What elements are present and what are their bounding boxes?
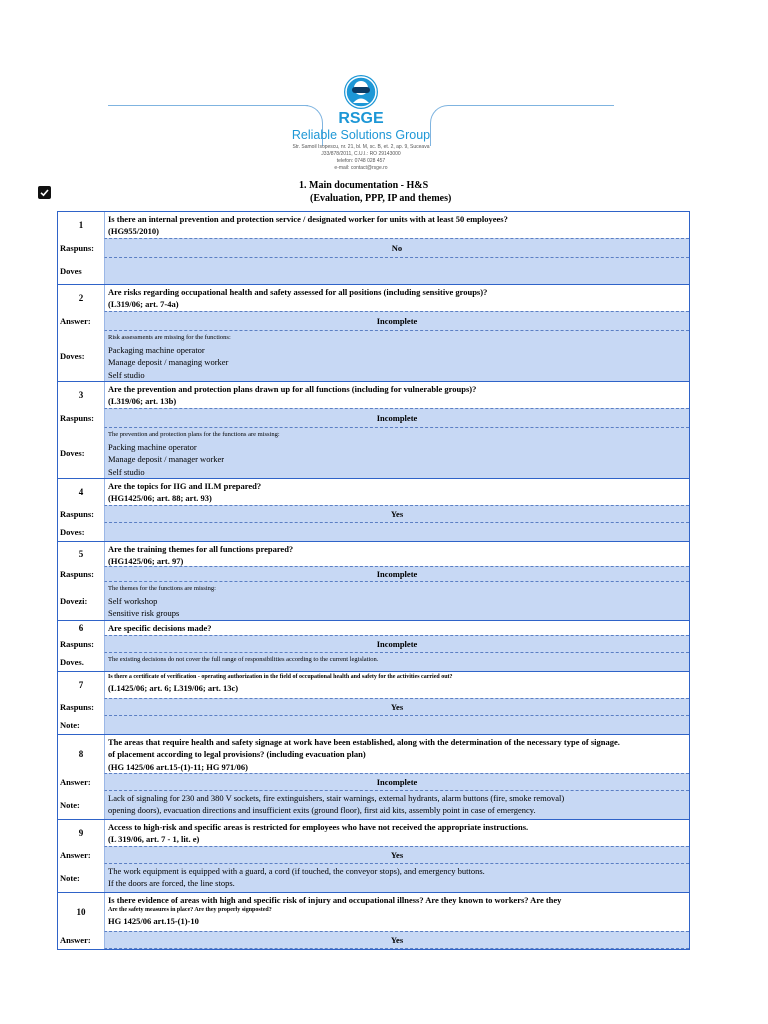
question-text-line: Are the safety measures in place? Are they properly signposted? [108,907,272,914]
answer-value: Incomplete [104,311,689,331]
question-text [104,382,689,408]
question-block [57,892,690,950]
question-text [104,735,689,773]
evidence-text [104,523,689,541]
evidence-line: Self studio [108,369,145,380]
section-checkbox[interactable] [38,186,51,199]
question-block [57,734,690,819]
evidence-line: Manage deposit / managing worker [108,357,229,368]
evidence-line: If the doors are forced, the line stops. [108,878,235,889]
evidence-line: Packing machine operator [108,442,197,452]
answer-label: Answer: [60,777,91,787]
question-text [104,672,689,698]
evidence-line: Self workshop [108,596,158,606]
answer-label: Raspuns: [60,569,95,579]
question-block [57,478,690,541]
question-reference: (L319/06; art. 7-4a) [108,299,179,310]
safety-goggles-logo-icon [344,75,378,109]
answer-value: Yes [104,931,689,949]
checkmark-icon [38,186,51,199]
logo-wordmark: RSGE [338,110,384,127]
evidence-label: Doves: [60,448,85,458]
question-reference: (HG 1425/06 art.15-(1)-11; HG 971/06) [108,761,248,772]
question-text [104,479,689,505]
question-text-line: Are specific decisions made? [108,623,212,633]
evidence-label: Doves [60,266,82,276]
evidence-text [104,791,689,819]
question-block [57,819,690,892]
question-number: 5 [78,549,84,559]
company-email: e-mail: contact@rsge.ro [334,165,388,171]
question-reference: (HG1425/06; art. 97) [108,556,184,567]
evidence-label: Note: [60,873,80,883]
evidence-line: opening doors), evacuation directions and insufficient exits (ground floor), first aid kits, assembly point in case of emergency. [108,805,536,816]
question-number: 2 [78,293,84,303]
company-name: Reliable Solutions Group [291,128,431,142]
question-reference: (L1425/06; art. 6; L319/06; art. 13c) [108,683,239,693]
answer-value: No [104,238,689,258]
evidence-text [104,864,689,892]
evidence-line: Risk assessments are missing for the functions: [108,334,231,341]
company-registration: J33/878/2011, C.U.I.: RO 29143000 [321,151,401,157]
question-text-line: Access to high-risk and specific areas is restricted for employees who have not received the appropriate instructions. [108,822,529,832]
question-number: 8 [78,749,84,759]
evidence-text [104,258,689,284]
answer-value: Incomplete [104,773,689,791]
question-number: 9 [78,828,84,838]
checklist-table [57,211,690,950]
question-reference: (HG955/2010) [108,226,159,237]
question-text-line: of placement according to legal provisions? (including evacuation plan) [108,749,366,760]
evidence-label: Doves: [60,351,85,361]
question-text [104,621,689,635]
question-block [57,671,690,734]
question-reference: (L 319/06, art. 7 - 1, lit. e) [108,834,200,845]
question-reference: (L319/06; art. 13b) [108,396,177,407]
evidence-line: The prevention and protection plans for the functions are missing: [108,431,280,438]
evidence-line: Manage deposit / manager worker [108,454,225,465]
question-block [57,284,690,381]
evidence-line: The work equipment is equipped with a guard, a cord (if touched, the conveyor stops), and emergency buttons. [108,866,485,876]
evidence-label: Doves. [60,657,84,667]
question-block [57,620,690,671]
company-phone: telefon: 0748 028 457 [336,158,386,164]
section-title [230,180,490,206]
question-text-line: Are the training themes for all functions prepared? [108,544,294,554]
evidence-text [104,428,689,478]
question-text-line: Is there evidence of areas with high and specific risk of injury and occupational illness? Are they known to workers? Are they [108,895,562,905]
question-text-line: Is there an internal prevention and protection service / designated worker for units with at least 50 employees? [108,214,508,224]
question-number: 3 [78,390,84,400]
question-text [104,212,689,238]
evidence-line: The existing decisions do not cover the full range of responsibilities according to the current legislation. [108,656,379,663]
answer-value: Incomplete [104,566,689,582]
question-number: 4 [78,487,84,497]
company-address: Str. Samoil Isopescu, nr. 21, bl. M, sc. B, et. 2, ap. 9, Suceava [292,144,430,150]
question-number: 6 [78,623,84,633]
question-text-line: Are the prevention and protection plans drawn up for all functions (including for vulnerable groups)? [108,384,477,394]
question-text-line: Are risks regarding occupational health and safety assessed for all positions (including sensitive groups)? [108,287,488,297]
answer-value: Yes [104,698,689,716]
answer-label: Raspuns: [60,243,95,253]
evidence-line: Lack of signaling for 230 and 380 V sockets, fire extinguishers, stair warnings, external hydrants, alarm buttons (fire, smoke removal) [108,793,565,803]
question-text [104,820,689,846]
question-text-line: Is there a certificate of verification - operating authorization in the field of occupational health and safety for the activities carried out? [108,674,453,680]
answer-label: Answer: [60,850,91,860]
question-number: 10 [76,907,86,917]
evidence-text [104,653,689,671]
company-header [108,72,614,182]
section-title-line2: (Evaluation, PPP, IP and themes) [310,193,452,204]
evidence-line: Sensitive risk groups [108,608,180,619]
question-block [57,211,690,284]
section-title-line1: 1. Main documentation - H&S [299,180,429,191]
header-rule-right [449,105,614,106]
question-block [57,541,690,620]
answer-label: Raspuns: [60,702,95,712]
question-text-line: Are the topics for IIG and ILM prepared? [108,481,262,491]
evidence-text [104,716,689,734]
answer-label: Answer: [60,935,91,945]
question-text [104,893,689,931]
evidence-label: Note: [60,720,80,730]
evidence-label: Doves: [60,527,85,537]
question-number: 1 [78,220,84,230]
question-number: 7 [78,680,84,690]
question-text-line: The areas that require health and safety signage at work have been established, along with the determination of the necessary type of signage. [108,737,620,747]
question-reference: HG 1425/06 art.15-(1)-10 [108,916,199,927]
evidence-line: The themes for the functions are missing: [108,585,216,592]
answer-label: Answer: [60,316,91,326]
evidence-label: Dovezi: [60,596,88,606]
answer-value: Incomplete [104,408,689,428]
question-text [104,542,689,566]
answer-label: Raspuns: [60,413,95,423]
question-reference: (HG1425/06; art. 88; art. 93) [108,493,212,504]
header-rule-left [108,105,308,106]
evidence-text [104,582,689,620]
answer-value: Yes [104,505,689,523]
evidence-label: Note: [60,800,80,810]
answer-label: Raspuns: [60,639,95,649]
evidence-line: Packaging machine operator [108,345,205,355]
question-text [104,285,689,311]
evidence-line: Self studio [108,466,145,477]
question-block [57,381,690,478]
answer-label: Raspuns: [60,509,95,519]
answer-value: Yes [104,846,689,864]
answer-value: Incomplete [104,635,689,653]
evidence-text [104,331,689,381]
